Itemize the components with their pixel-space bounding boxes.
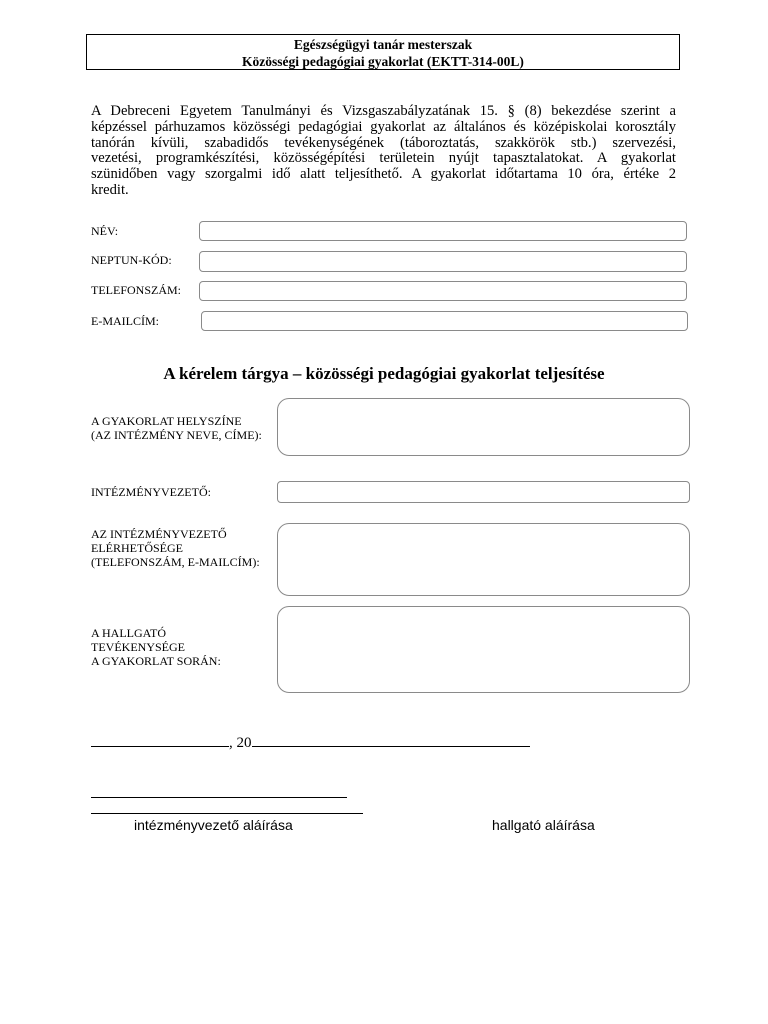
activity-label-line: A HALLGATÓ [91, 626, 166, 640]
date-blank[interactable] [252, 732, 530, 747]
intro-line: vezetési, programkészítési, közösségépítési területein nyújt tapasztalatokat. A gyakorlat [91, 150, 676, 167]
director-field[interactable] [277, 481, 690, 503]
activity-field[interactable] [277, 606, 690, 693]
place-blank[interactable] [91, 732, 229, 747]
activity-label-line: TEVÉKENYSÉGE [91, 640, 185, 654]
signature-line[interactable] [91, 813, 363, 814]
activity-label [91, 626, 221, 668]
intro-line: képzéssel párhuzamos közösségi pedagógiai gyakorlat az általános és középiskolai korosztály [91, 118, 676, 135]
director-label: INTÉZMÉNYVEZETŐ: [91, 485, 211, 499]
intro-paragraph [91, 104, 676, 199]
director-contact-label [91, 527, 260, 569]
director-contact-field[interactable] [277, 523, 690, 596]
location-label [91, 414, 262, 442]
director-signature-label: intézményvezető aláírása [134, 817, 293, 833]
intro-line: tanórán kívüli, szabadidős tevékenységének (táboroztatás, szakkörök stb.) szervezési, [91, 134, 676, 151]
director-contact-label-line: ELÉRHETŐSÉGE [91, 541, 183, 555]
intro-line: A Debreceni Egyetem Tanulmányi és Vizsgaszabályzatának 15. § (8) bekezdése szerint a [91, 103, 676, 119]
course-title: Közösségi pedagógiai gyakorlat (EKTT-314-00L) [242, 54, 524, 69]
activity-label-line: A GYAKORLAT SORÁN: [91, 654, 221, 668]
phone-field[interactable] [199, 281, 687, 301]
date-separator: , 20 [229, 735, 252, 751]
neptun-code-field[interactable] [199, 251, 687, 272]
director-contact-label-line: AZ INTÉZMÉNYVEZETŐ [91, 527, 227, 541]
name-label: NÉV: [91, 224, 119, 238]
location-label-line: A GYAKORLAT HELYSZÍNE [91, 414, 242, 428]
neptun-label: NEPTUN-KÓD: [91, 253, 172, 267]
program-title: Egészségügyi tanár mesterszak [293, 37, 473, 52]
email-field[interactable] [201, 311, 688, 331]
request-title: A kérelem tárgya – közösségi pedagógiai gyakorlat teljesítése [163, 364, 605, 383]
intro-line: kredit. [91, 181, 129, 198]
intro-line: szünidőben vagy szorgalmi idő alatt teljesíthető. A gyakorlat időtartama 10 óra, értéke 2 [91, 166, 676, 183]
signature-line[interactable] [91, 797, 347, 798]
director-contact-label-line: (TELEFONSZÁM, E-MAILCÍM): [91, 555, 260, 569]
email-label: E-MAILCÍM: [91, 314, 159, 328]
phone-label: TELEFONSZÁM: [91, 283, 181, 297]
document-header [86, 34, 680, 70]
name-field[interactable] [199, 221, 687, 241]
location-field[interactable] [277, 398, 690, 456]
date-line [91, 732, 530, 752]
location-label-line: (AZ INTÉZMÉNY NEVE, CÍME): [91, 428, 262, 442]
student-signature-label: hallgató aláírása [492, 817, 595, 833]
